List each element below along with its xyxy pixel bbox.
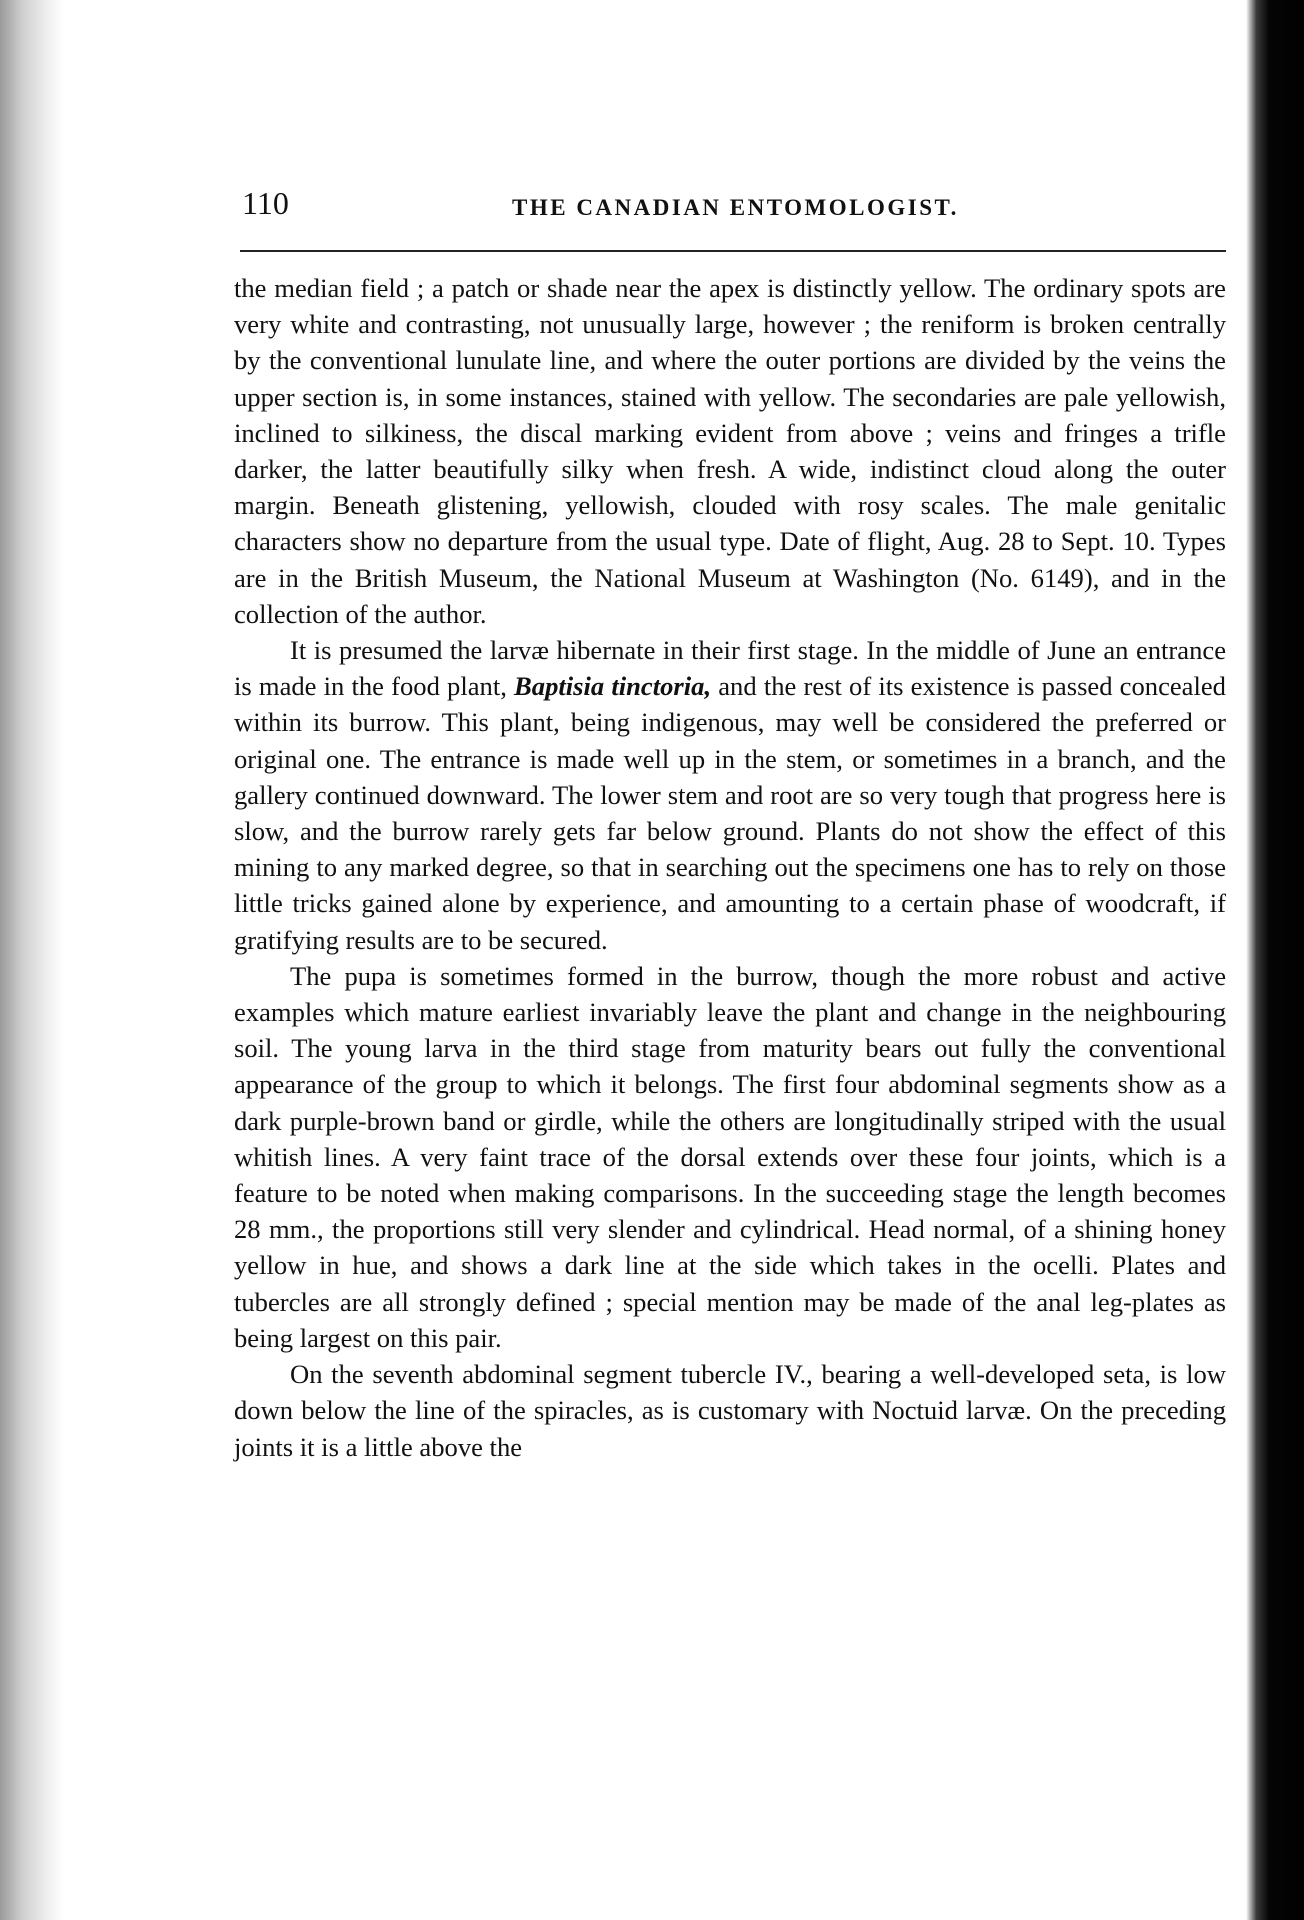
header-rule [240,250,1226,252]
paragraph-text: and the rest of its existence is passed concealed within its burrow. This plant, being indigenous, may well be considered the preferred or original one. The entrance is made well up in the stem, or sometimes in a branch, and the gallery continued downward. The lower stem and root are so very tough that progress here is slow, and the burrow rarely gets far below ground. Plants do not show the effect of this mining to any marked degree, so that in searching out the specimens one has to rely on those little tricks gained alone by experience, and amounting to a certain phase of woodcraft, if gratifying results are to be secured. [234,671,1226,955]
species-name: Baptisia tinctoria, [514,671,712,702]
book-page [64,0,1246,1920]
running-head [242,185,1226,235]
paragraph-seventh-segment [234,1356,1226,1465]
paragraph-text: The pupa is sometimes formed in the burrow, though the more robust and active examples which mature earliest invariably leave the plant and change in the neighbouring soil. The young larva in the third stage from maturity bears out fully the conventional appearance of the group to which it belongs. The first four abdominal segments show as a dark purple-brown band or girdle, while the others are longitudinally striped with the usual whitish lines. A very faint trace of the dorsal extends over these four joints, which is a feature to be noted when making comparisons. In the succeeding stage the length becomes 28 mm., the proportions still very slender and cylindrical. Head normal, of a shining honey yellow in hue, and shows a dark line at the side which takes in the ocelli. Plates and tubercles are all strongly defined ; special mention may be made of the anal leg-plates as being largest on this pair. [234,960,1226,1353]
paragraph-continued [234,270,1226,632]
scan-right-edge [1246,0,1304,1920]
paragraph-text: On the seventh abdominal segment tubercle IV., bearing a well-developed seta, is low down below the line of the spiracles, as is customary with Noctuid larvæ. On the preceding joints it is a little above the [234,1359,1226,1462]
paragraph-larvae [234,632,1226,958]
scan-left-edge [0,0,64,1920]
paragraph-text: It is presumed the larvæ hibernate in their first stage. In the middle of June an entrance is made in the food plant, [234,635,1226,702]
page-number: 110 [242,185,289,221]
paragraph-pupa [234,958,1226,1356]
paragraph-text: the median field ; a patch or shade near the apex is distinctly yellow. The ordinary spots are very white and contrasting, not unusually large, however ; the reniform is broken centrally by the conventional lunulate line, and where the outer portions are divided by the veins the upper section is, in some instances, stained with yellow. The secondaries are pale yellowish, inclined to silkiness, the discal marking evident from above ; veins and fringes a trifle darker, the latter beautifully silky when fresh. A wide, indistinct cloud along the outer margin. Beneath glistening, yellowish, clouded with rosy scales. The male genitalic characters show no departure from the usual type. Date of flight, Aug. 28 to Sept. 10. Types are in the British Museum, the National Museum at Washington (No. 6149), and in the collection of the author. [234,273,1226,629]
body-text [234,270,1226,1465]
journal-title: THE CANADIAN ENTOMOLOGIST. [512,195,959,220]
